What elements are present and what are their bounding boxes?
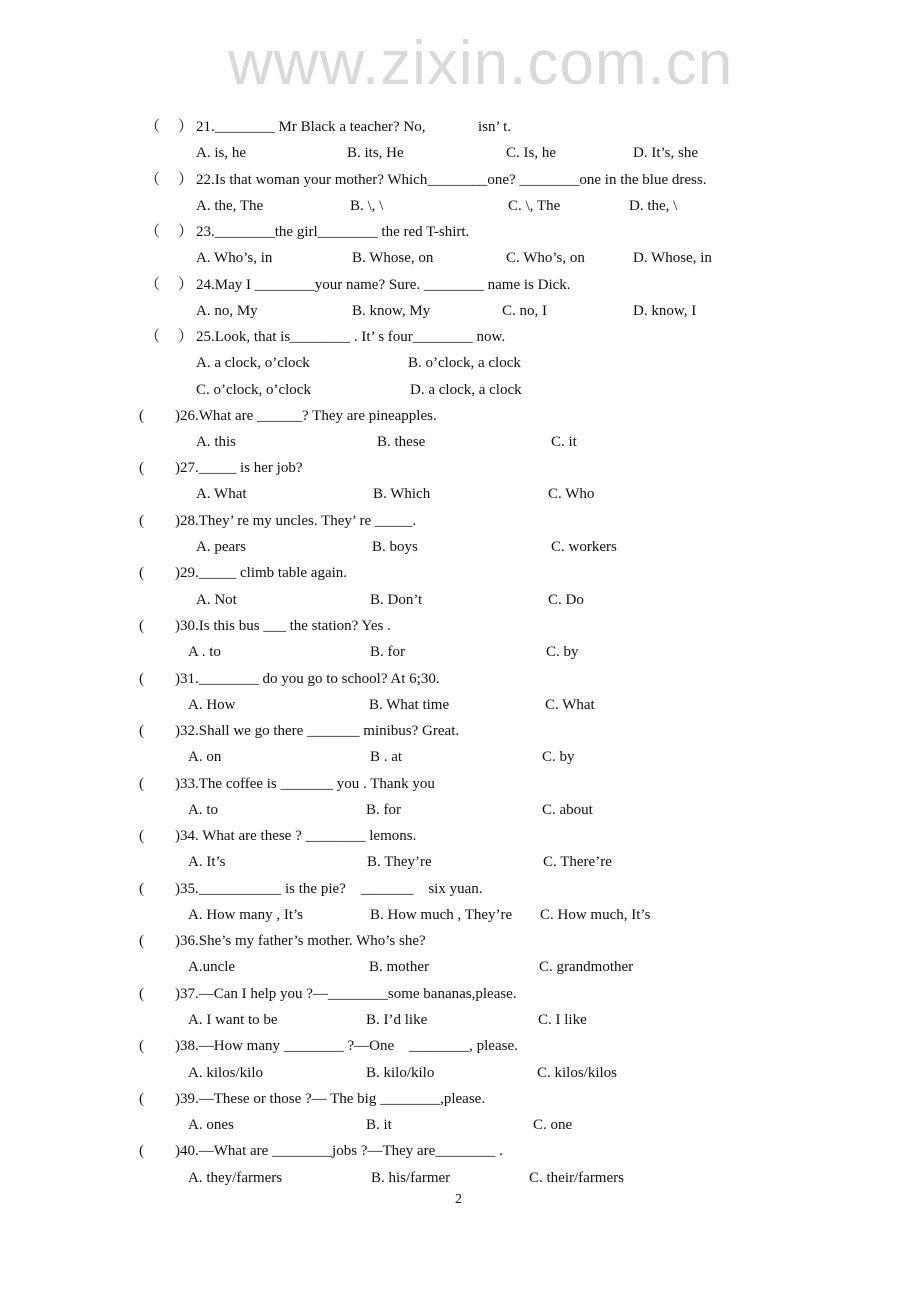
option-c: C. Who (548, 486, 595, 502)
question-30 (0, 616, 920, 636)
option-c: C. grandmother (539, 959, 634, 975)
question-line (175, 406, 437, 426)
option-b: B. for (366, 802, 401, 818)
option-b: B. kilo/kilo (366, 1065, 435, 1081)
option-b: B. Which (373, 486, 431, 502)
answer-paren-close: ) (175, 1038, 180, 1054)
question-24 (0, 275, 920, 295)
answer-paren-open: ( (139, 1143, 144, 1159)
option-b: B. Whose, on (352, 250, 434, 266)
option-c: C. it (551, 434, 577, 450)
options-33 (0, 800, 920, 820)
question-line (175, 563, 347, 583)
question-stem: 35.___________ is the pie? _______ six yuan. (180, 881, 483, 897)
options-23 (0, 248, 920, 268)
options-25-ab (0, 353, 920, 373)
option-d: D. It’s, she (633, 145, 698, 161)
option-b: B . at (370, 749, 403, 765)
answer-paren-close: ) (175, 1091, 180, 1107)
option-b: B. know, My (352, 303, 431, 319)
option-b: B. mother (369, 959, 429, 975)
option-a: A. How (188, 697, 236, 713)
answer-paren-open: （ (145, 172, 161, 188)
answer-paren-close: ) (175, 618, 180, 634)
question-stem: 39.—These or those ?— The big ________,please. (180, 1091, 486, 1107)
question-stem: 22.Is that woman your mother? Which________one? ________one in the blue dress. (196, 172, 707, 188)
answer-paren-close: ) (175, 933, 180, 949)
question-stem: 27._____ is her job? (180, 460, 303, 476)
option-c: C. workers (551, 539, 617, 555)
options-38 (0, 1063, 920, 1083)
answer-paren-close: ) (175, 881, 180, 897)
option-c: C. \, The (508, 198, 561, 214)
option-a: A. on (188, 749, 222, 765)
option-a: A. is, he (196, 145, 246, 161)
option-a: A. How many , It’s (188, 907, 303, 923)
question-40 (0, 1141, 920, 1161)
question-stem: 24.May I ________your name? Sure. ________ name is Dick. (196, 277, 571, 293)
question-stem: 31.________ do you go to school? At 6;30. (180, 671, 440, 687)
answer-paren-open: ( (139, 881, 144, 897)
question-34 (0, 826, 920, 846)
option-b: B. its, He (347, 145, 404, 161)
question-line (175, 458, 302, 478)
question-stem: 23.________the girl________ the red T-shirt. (196, 224, 470, 240)
option-a: A. pears (196, 539, 246, 555)
question-31 (0, 669, 920, 689)
answer-paren-close: ) (175, 723, 180, 739)
option-d: D. a clock, a clock (410, 382, 522, 398)
answer-paren-close: ） (178, 172, 194, 188)
question-line (175, 511, 416, 531)
answer-paren-close: ） (178, 329, 194, 345)
option-c: C. about (542, 802, 593, 818)
question-36 (0, 931, 920, 951)
option-c: C. How much, It’s (540, 907, 651, 923)
options-28 (0, 537, 920, 557)
question-line (175, 774, 435, 794)
question-stem: 33.The coffee is _______ you . Thank you (180, 776, 435, 792)
option-d: D. Whose, in (633, 250, 712, 266)
options-36 (0, 957, 920, 977)
question-line (175, 1141, 503, 1161)
option-a: A. I want to be (188, 1012, 278, 1028)
question-line (175, 1036, 518, 1056)
question-stem: 28.They’ re my uncles. They’ re _____. (180, 513, 417, 529)
question-line (175, 931, 426, 951)
answer-paren-open: ( (139, 565, 144, 581)
question-line (175, 616, 391, 636)
question-29 (0, 563, 920, 583)
question-21 (0, 117, 920, 137)
question-28 (0, 511, 920, 531)
answer-paren-open: ( (139, 513, 144, 529)
option-c: C. Is, he (506, 145, 556, 161)
options-21 (0, 143, 920, 163)
option-a: A. Who’s, in (196, 250, 273, 266)
question-stem: 21.________ Mr Black a teacher? No, isn’ t. (196, 119, 512, 135)
option-a: A. ones (188, 1117, 234, 1133)
question-line (175, 826, 416, 846)
option-a: A. they/farmers (188, 1170, 283, 1186)
question-line (175, 984, 517, 1004)
answer-paren-close: ) (175, 408, 180, 424)
option-a: A. kilos/kilo (188, 1065, 264, 1081)
option-b: B. Don’t (370, 592, 423, 608)
option-c: C. by (546, 644, 579, 660)
question-32 (0, 721, 920, 741)
question-line (175, 669, 440, 689)
options-37 (0, 1010, 920, 1030)
option-d: D. know, I (633, 303, 697, 319)
options-30 (0, 642, 920, 662)
question-stem: 37.—Can I help you ?—________some bananas,please. (180, 986, 517, 1002)
answer-paren-close: ） (178, 119, 194, 135)
answer-paren-close: ） (178, 224, 194, 240)
question-line (175, 1089, 485, 1109)
option-a: A. What (196, 486, 247, 502)
option-a: A. no, My (196, 303, 258, 319)
option-c: C. kilos/kilos (537, 1065, 618, 1081)
answer-paren-close: ) (175, 776, 180, 792)
answer-paren-open: ( (139, 828, 144, 844)
options-24 (0, 301, 920, 321)
options-31 (0, 695, 920, 715)
answer-paren-open: ( (139, 671, 144, 687)
option-a: A. It’s (188, 854, 226, 870)
option-c: C. their/farmers (529, 1170, 624, 1186)
question-38 (0, 1036, 920, 1056)
options-40 (0, 1168, 920, 1188)
option-c: C. Who’s, on (506, 250, 585, 266)
options-25-cd (0, 380, 920, 400)
answer-paren-close: ) (175, 671, 180, 687)
option-b: B. o’clock, a clock (408, 355, 521, 371)
question-22 (0, 170, 920, 190)
question-39 (0, 1089, 920, 1109)
option-c: C. Do (548, 592, 584, 608)
question-25 (0, 327, 920, 347)
question-37 (0, 984, 920, 1004)
option-a: A.uncle (188, 959, 236, 975)
answer-paren-open: （ (145, 224, 161, 240)
options-26 (0, 432, 920, 452)
page-number: 2 (455, 1192, 462, 1207)
answer-paren-close: ) (175, 986, 180, 1002)
option-a: A. to (188, 802, 218, 818)
answer-paren-open: （ (145, 119, 161, 135)
answer-paren-close: ) (175, 565, 180, 581)
answer-paren-open: ( (139, 1038, 144, 1054)
option-a: A. a clock, o’clock (196, 355, 310, 371)
option-b: B. these (377, 434, 426, 450)
question-33 (0, 774, 920, 794)
options-39 (0, 1115, 920, 1135)
option-a: A. this (196, 434, 237, 450)
question-stem: 32.Shall we go there _______ minibus? Great. (180, 723, 460, 739)
options-35 (0, 905, 920, 925)
question-stem: 40.—What are ________jobs ?—They are________ . (180, 1143, 503, 1159)
question-stem: 30.Is this bus ___ the station? Yes . (180, 618, 391, 634)
option-b: B. it (366, 1117, 392, 1133)
answer-paren-open: ( (139, 723, 144, 739)
options-22 (0, 196, 920, 216)
answer-paren-open: ( (139, 776, 144, 792)
option-b: B. for (370, 644, 405, 660)
option-c: C. I like (538, 1012, 587, 1028)
question-stem: 36.She’s my father’s mother. Who’s she? (180, 933, 426, 949)
question-stem: 25.Look, that is________ . It’ s four________ now. (196, 329, 506, 345)
answer-paren-close: ) (175, 513, 180, 529)
option-d: D. the, \ (629, 198, 678, 214)
option-b: B. his/farmer (371, 1170, 451, 1186)
answer-paren-open: ( (139, 460, 144, 476)
option-c: C. There’re (543, 854, 612, 870)
question-line (175, 879, 482, 899)
option-a: A. the, The (196, 198, 264, 214)
option-b: B. They’re (367, 854, 432, 870)
question-35 (0, 879, 920, 899)
options-34 (0, 852, 920, 872)
option-c: C. by (542, 749, 575, 765)
question-line (175, 721, 459, 741)
option-c: C. What (545, 697, 595, 713)
options-29 (0, 590, 920, 610)
question-stem: 26.What are ______? They are pineapples. (180, 408, 437, 424)
option-b: B. boys (372, 539, 418, 555)
question-23 (0, 222, 920, 242)
answer-paren-close: ） (178, 277, 194, 293)
option-b: B. I’d like (366, 1012, 428, 1028)
answer-paren-open: ( (139, 933, 144, 949)
option-a: A . to (188, 644, 221, 660)
question-26 (0, 406, 920, 426)
answer-paren-open: （ (145, 277, 161, 293)
answer-paren-close: ) (175, 828, 180, 844)
option-c: C. no, I (502, 303, 547, 319)
question-27 (0, 458, 920, 478)
option-c: C. one (533, 1117, 573, 1133)
watermark: www.zixin.com.cn (228, 29, 734, 98)
answer-paren-open: （ (145, 329, 161, 345)
option-a: A. Not (196, 592, 237, 608)
options-32 (0, 747, 920, 767)
options-27 (0, 484, 920, 504)
question-stem: 38.—How many ________ ?—One ________, please. (180, 1038, 518, 1054)
answer-paren-open: ( (139, 986, 144, 1002)
option-b: B. What time (369, 697, 450, 713)
option-b: B. \, \ (350, 198, 384, 214)
answer-paren-open: ( (139, 408, 144, 424)
question-stem: 34. What are these ? ________ lemons. (180, 828, 417, 844)
answer-paren-open: ( (139, 618, 144, 634)
option-b: B. How much , They’re (370, 907, 513, 923)
answer-paren-open: ( (139, 1091, 144, 1107)
option-c: C. o’clock, o’clock (196, 382, 311, 398)
answer-paren-close: ) (175, 460, 180, 476)
question-stem: 29._____ climb table again. (180, 565, 348, 581)
answer-paren-close: ) (175, 1143, 180, 1159)
